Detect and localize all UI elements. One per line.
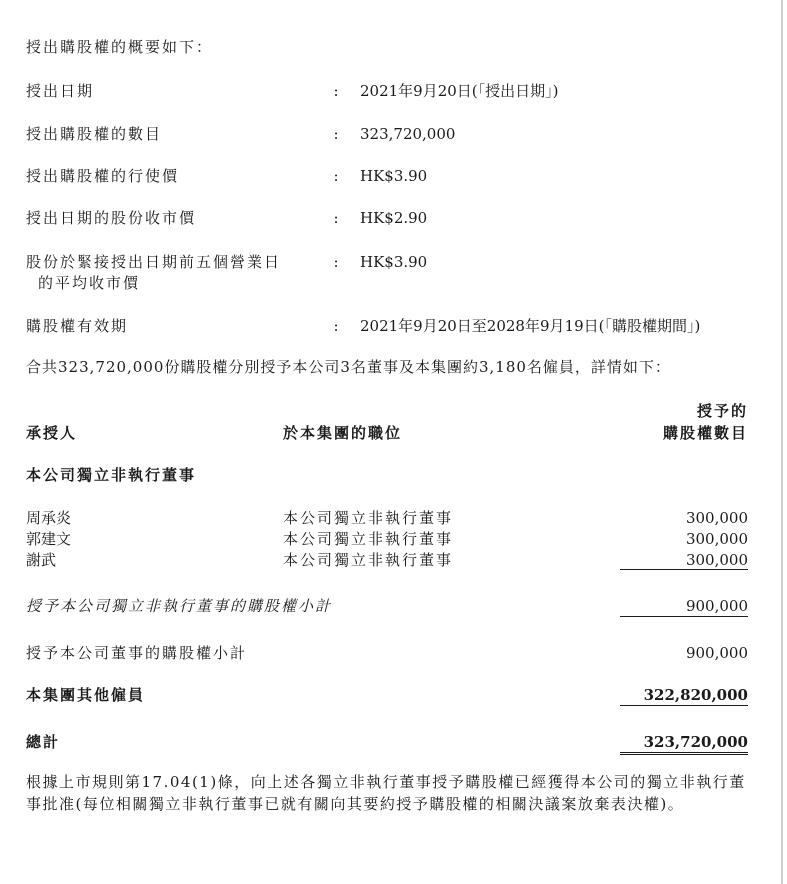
subtotal-ined-label: 授予本公司獨立非執行董事的購股權小計 <box>26 597 333 615</box>
summary-value-option-period: 2021年9月20日至2028年9月19日(「購股權期間」) <box>360 317 701 335</box>
header-options-line1: 授予的 <box>696 402 748 420</box>
table-row-position: 本公司獨立非執行董事 <box>283 530 454 548</box>
summary-colon: : <box>333 253 339 271</box>
summary-value-closing-price: HK$2.90 <box>360 209 428 227</box>
table-row-value: 300,000 <box>685 530 748 548</box>
table-row-name: 謝武 <box>26 551 57 569</box>
header-options-line2: 購股權數目 <box>662 424 748 442</box>
summary-colon: : <box>333 125 339 143</box>
subtotal-directors-value: 900,000 <box>685 644 748 662</box>
header-position: 於本集團的職位 <box>283 424 403 442</box>
summary-label-average-price: 股份於緊接授出日期前五個營業日 <box>26 253 282 271</box>
table-row-position: 本公司獨立非執行董事 <box>283 509 454 527</box>
divider-line <box>620 569 748 570</box>
table-row-name: 郭建文 <box>26 530 72 548</box>
summary-label-option-period: 購股權有效期 <box>26 317 129 335</box>
section-title-ined: 本公司獨立非執行董事 <box>26 466 197 484</box>
summary-value-exercise-price: HK$3.90 <box>360 167 428 185</box>
summary-label-average-price-line2: 的平均收市價 <box>38 274 141 292</box>
table-row-value: 300,000 <box>685 509 748 527</box>
other-employees-label: 本集團其他僱員 <box>26 686 146 704</box>
table-row-position: 本公司獨立非執行董事 <box>283 551 454 569</box>
summary-label-exercise-price: 授出購股權的行使價 <box>26 167 180 185</box>
table-row-value: 300,000 <box>685 551 748 569</box>
summary-colon: : <box>333 167 339 185</box>
summary-label-closing-price: 授出日期的股份收市價 <box>26 209 197 227</box>
intro-text: 授出購股權的概要如下： <box>26 38 214 56</box>
summary-value-average-price: HK$3.90 <box>360 253 428 271</box>
summary-value-grant-date: 2021年9月20日(「授出日期」) <box>360 82 559 100</box>
summary-colon: : <box>333 317 339 335</box>
footnote-paragraph: 根據上市規則第17.04(1)條，向上述各獨立非執行董事授予購股權已經獲得本公司的獨立非執行董事批准(每位相關獨立非執行董事已就有關向其要約授予購股權的相關決議案放棄表決權)。 <box>26 773 746 813</box>
total-value: 323,720,000 <box>620 732 748 755</box>
allocation-intro: 合共323,720,000份購股權分別授予本公司3名董事及本集團約3,180名僱員，詳情如下： <box>26 358 671 376</box>
total-label: 總計 <box>26 733 61 751</box>
table-row-name: 周承炎 <box>26 509 72 527</box>
page-edge-line <box>781 0 783 884</box>
summary-colon: : <box>333 82 339 100</box>
summary-colon: : <box>333 209 339 227</box>
summary-label-grant-date: 授出日期 <box>26 82 95 100</box>
subtotal-directors-label: 授予本公司董事的購股權小計 <box>26 644 248 662</box>
summary-value-number-granted: 323,720,000 <box>360 125 456 143</box>
summary-label-number-granted: 授出購股權的數目 <box>26 125 163 143</box>
other-employees-value: 322,820,000 <box>620 685 748 706</box>
header-grantee: 承授人 <box>26 424 78 442</box>
subtotal-ined-value: 900,000 <box>620 596 748 617</box>
